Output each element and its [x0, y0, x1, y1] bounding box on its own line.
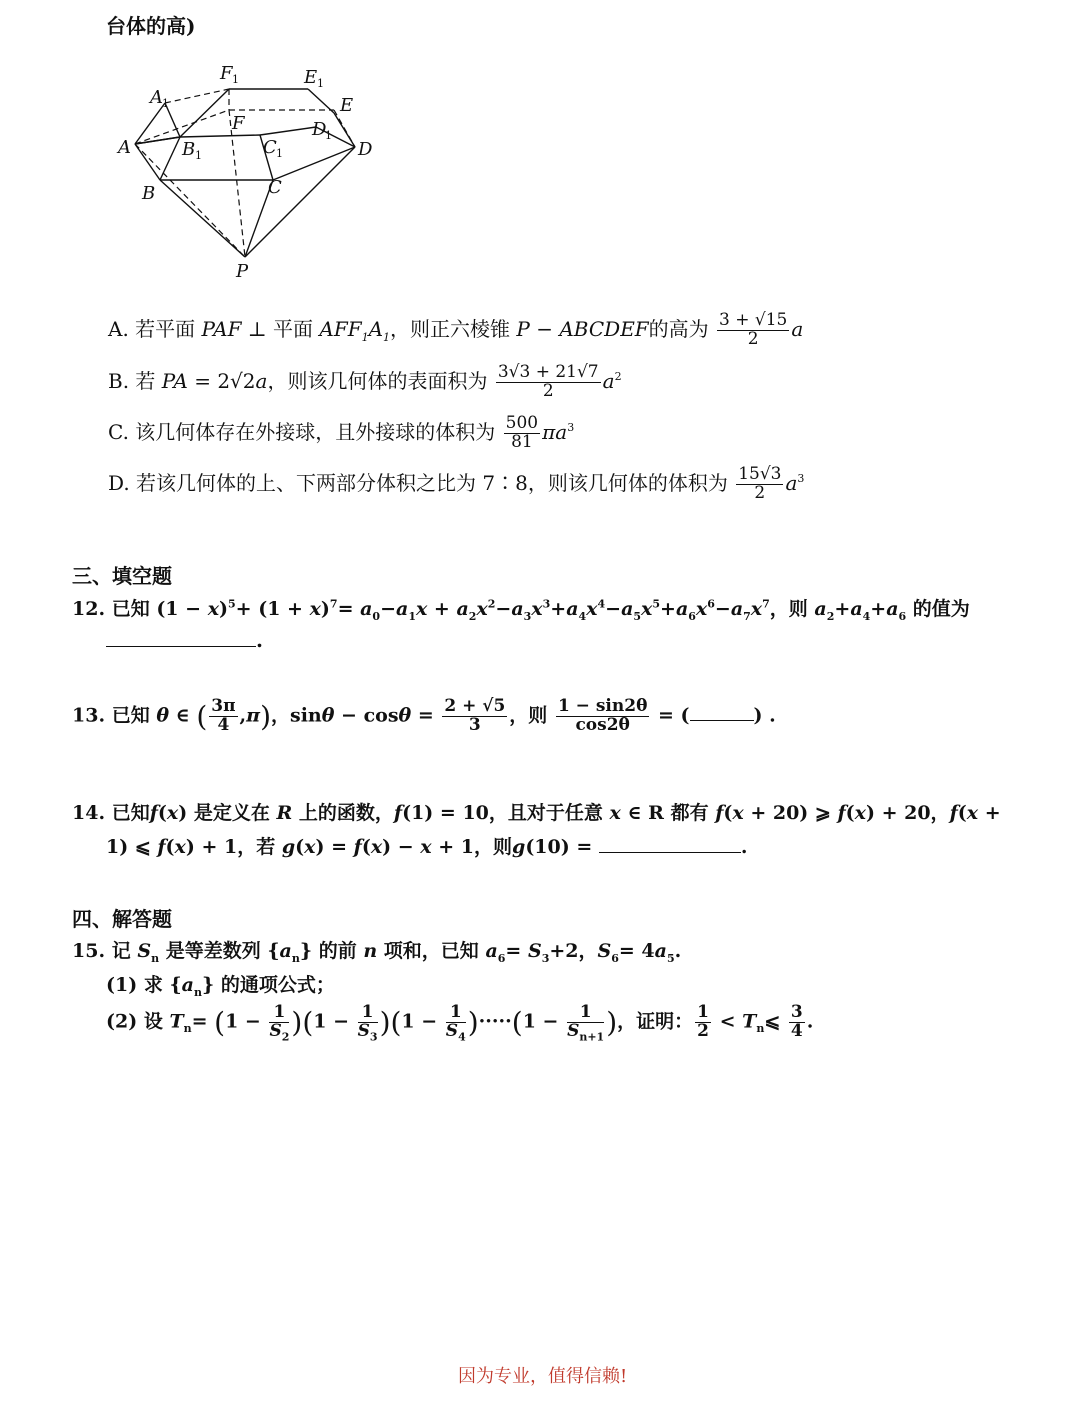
svg-text:1: 1 [195, 149, 202, 162]
top-text: 台体的高) [106, 14, 196, 38]
label-B: B [142, 183, 156, 204]
option-a: A. 若平面 PAF ⊥ 平面 $AFF_1A_1$，则正六棱锥 P − ABCDEF的高为 $\frac{3 + √15}{2}$ a [108, 310, 804, 349]
question-12: 12. 已知 $(1 - x)^5+ (1 + x)^7= a_0-a_1x + a_2x^2-a_3x^3+a_4x^4-a_5x^5+a_6x^6-a_7x^7$，则 $a_2+a_4+a_6$ 的值为 [72, 597, 970, 623]
question-14-line2: 1) ⩽ f(x) + 1，若 g(x) = f(x) − x + 1，则g(10) = . [106, 836, 748, 858]
svg-text:1: 1 [232, 73, 239, 86]
svg-text:1: 1 [317, 77, 324, 90]
label-E: E [340, 95, 354, 116]
footer-slogan: 因为专业，值得信赖! [458, 1366, 628, 1387]
hexagonal-frustum-pyramid-diagram [100, 55, 400, 290]
option-d: D. 若该几何体的上、下两部分体积之比为 7∶8，则该几何体的体积为 $\frac{15√3}{2}$ $a^3$ [108, 464, 805, 503]
label-P: P [236, 261, 249, 282]
label-C: C [268, 177, 282, 198]
label-A: A [118, 137, 131, 158]
label-A1: A [150, 87, 163, 108]
question-12-blank: . [106, 626, 263, 652]
label-B1: B [182, 139, 196, 160]
question-14-line1: 14. 已知f(x) 是定义在 R 上的函数，f(1) = 10，且对于任意 x ∈ R 都有 f(x + 20) ⩾ f(x) + 20，f(x + [72, 802, 1001, 824]
label-F: F [232, 113, 245, 134]
question-15-part2: (2) 设 $T_n= (1$ − $\frac{1}{S_2}$ )(1 − $\frac{1}{S_3}$ )(1 − $\frac{1}{S_4}$ )·····(1 − $\frac{1}{S_{n+1}}$ )，证明： $\frac{1}{2}$ < $T_n⩽$ $\frac{3}{4}$ . [106, 1002, 814, 1044]
question-15-part1: (1) 求 $\{a_n\}$ 的通项公式； [106, 974, 335, 999]
label-C1: C [263, 137, 277, 158]
label-F1: F [220, 63, 233, 84]
svg-text:1: 1 [276, 147, 283, 160]
section-4-heading: 四、解答题 [72, 907, 172, 931]
svg-text:1: 1 [162, 97, 169, 110]
label-D1: D [312, 119, 327, 140]
label-D: D [358, 139, 373, 160]
option-b: B. 若 PA = 2√2a，则该几何体的表面积为 $\frac{3√3 + 21√7}{2}$ $a^2$ [108, 362, 622, 401]
option-c: C. 该几何体存在外接球，且外接球的体积为 $\frac{500}{81}$ $\pi a^3$ [108, 413, 575, 452]
question-15: 15. 记 $S_n$ 是等差数列 $\{a_n\}$ 的前 n 项和，已知 $a_6= S_3+2$，$S_6= 4a_5$. [72, 940, 682, 965]
section-3-heading: 三、填空题 [72, 564, 172, 588]
question-13: 13. 已知 θ ∈ ( $\frac{3\pi}{4}$ ,π)，sinθ − cosθ = $\frac{2 + √5}{3}$ ，则 $\frac{1 - \sin 2\theta}{\cos 2\theta}$ = ( ) . [72, 696, 776, 735]
label-E1: E [304, 67, 318, 88]
svg-text:1: 1 [325, 129, 332, 142]
